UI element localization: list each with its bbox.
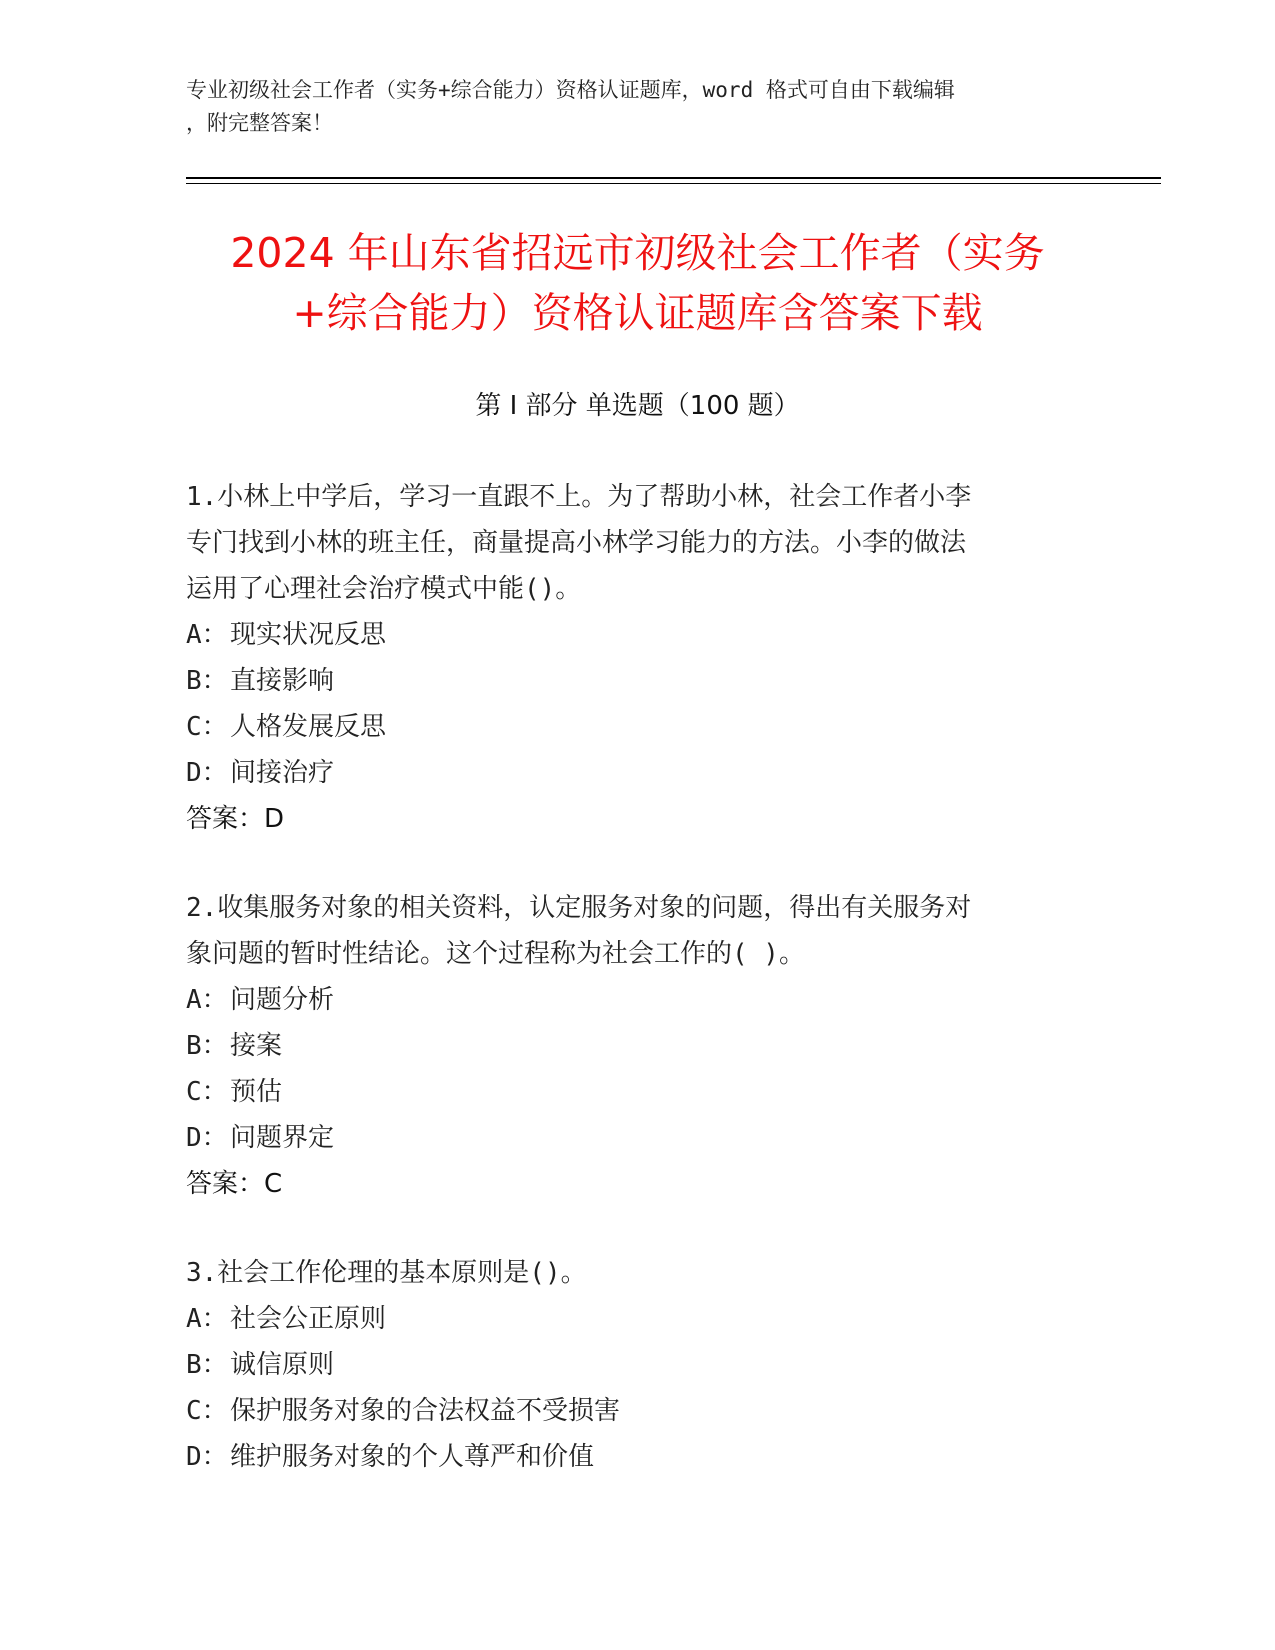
option-d [186, 1115, 1086, 1161]
option-b [186, 1023, 1086, 1069]
question-stem [186, 474, 1086, 612]
answer: 答案：D [186, 804, 285, 834]
stem-line: 3.社会工作伦理的基本原则是()。 [186, 1258, 587, 1288]
option-text: 间接治疗 [230, 758, 335, 788]
option-letter: C： [186, 712, 228, 742]
header-note [186, 74, 1086, 140]
question-list [186, 474, 1086, 1523]
stem-line: 1.小林上中学后，学习一直跟不上。为了帮助小林，社会工作者小李 [186, 482, 972, 512]
option-letter: D： [186, 1442, 228, 1472]
option-a [186, 612, 1086, 658]
stem-line: 2.收集服务对象的相关资料，认定服务对象的问题，得出有关服务对 [186, 893, 972, 923]
option-letter: D： [186, 758, 228, 788]
option-c [186, 704, 1086, 750]
option-text: 维护服务对象的个人尊严和价值 [230, 1442, 595, 1472]
option-text: 社会公正原则 [230, 1304, 387, 1334]
option-text: 诚信原则 [230, 1350, 335, 1380]
option-text: 直接影响 [230, 666, 335, 696]
option-letter: B： [186, 1350, 228, 1380]
option-b [186, 658, 1086, 704]
option-c [186, 1069, 1086, 1115]
section-heading: 第 I 部分 单选题（100 题） [475, 391, 800, 421]
header-note-line: ，附完整答案！ [186, 111, 333, 135]
option-b [186, 1342, 1086, 1388]
option-text: 人格发展反思 [230, 712, 387, 742]
option-text: 保护服务对象的合法权益不受损害 [230, 1396, 621, 1426]
question-stem [186, 1250, 1086, 1296]
option-letter: A： [186, 620, 228, 650]
option-letter: B： [186, 1031, 228, 1061]
option-text: 预估 [230, 1077, 283, 1107]
header-divider-thin [186, 183, 1161, 184]
option-c [186, 1388, 1086, 1434]
title-line: +综合能力）资格认证题库含答案下载 [292, 289, 983, 337]
option-letter: A： [186, 985, 228, 1015]
option-letter: C： [186, 1077, 228, 1107]
option-a [186, 1296, 1086, 1342]
option-d [186, 750, 1086, 796]
option-letter: B： [186, 666, 228, 696]
header-divider-thick [186, 177, 1161, 179]
stem-line: 运用了心理社会治疗模式中能()。 [186, 574, 582, 604]
option-text: 现实状况反思 [230, 620, 387, 650]
question-3 [186, 1250, 1086, 1480]
question-stem [186, 885, 1086, 977]
option-text: 问题界定 [230, 1123, 335, 1153]
option-letter: C： [186, 1396, 228, 1426]
question-2 [186, 885, 1086, 1207]
option-a [186, 977, 1086, 1023]
option-d [186, 1434, 1086, 1480]
question-1 [186, 474, 1086, 842]
option-text: 接案 [230, 1031, 283, 1061]
answer: 答案：C [186, 1169, 283, 1199]
option-text: 问题分析 [230, 985, 335, 1015]
option-letter: A： [186, 1304, 228, 1334]
header-note-line: 专业初级社会工作者（实务+综合能力）资格认证题库，word 格式可自由下载编辑 [186, 78, 955, 102]
option-letter: D： [186, 1123, 228, 1153]
title-line: 2024 年山东省招远市初级社会工作者（实务 [230, 229, 1045, 277]
stem-line: 专门找到小林的班主任，商量提高小林学习能力的方法。小李的做法 [186, 528, 967, 558]
stem-line: 象问题的暂时性结论。这个过程称为社会工作的( )。 [186, 939, 805, 969]
document-title [150, 223, 1125, 343]
